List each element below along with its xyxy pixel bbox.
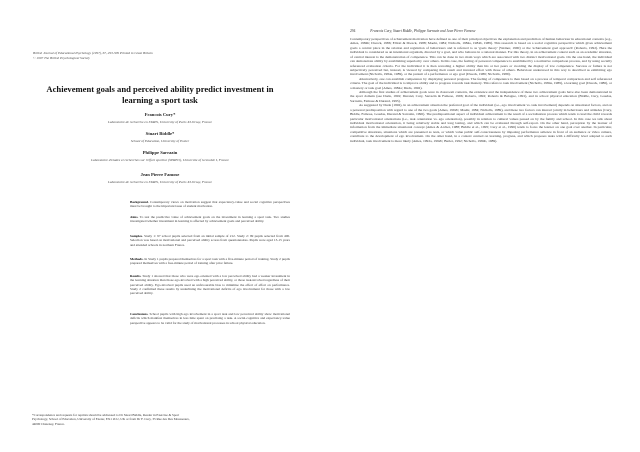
page-number: 294 — [350, 29, 356, 33]
abstract-methods — [130, 257, 290, 266]
abstract-label: Conclusions. — [130, 312, 149, 316]
abstract-label: Methods. — [130, 257, 144, 261]
running-header — [350, 29, 612, 33]
author-affiliation: School of Education, University of Exeter — [130, 139, 190, 143]
author-affiliation: Laboratoire d'etudes et recherches sur l'effort sportive (SEREO), Universite of Grenoble I, France — [91, 158, 229, 162]
abstract-label: Results. — [130, 274, 142, 278]
article-title: Achievement goals and perceived ability predict investment in learning a sport task — [46, 84, 274, 105]
author-name: Stuart Biddle* — [145, 131, 175, 136]
paragraph: Alternatively, one can establish competence by displaying personal progress. The feeling of competence is then based on a process of temporal comparison and self referenced criteria. The goal of the individual is to improve ability and to progress towards task mastery. This refers to task involvement (Nicholls, 1984a, 1989), a learning goal (Dweck, 1986), or a mastery or task goal (Ames, 1984a; Duda, 1992). — [350, 76, 612, 90]
author-affiliation: Laboratoire de recherche en STAPS, University of Paris XI-Orsay, France — [107, 180, 213, 184]
abstract-conclusions — [130, 312, 290, 325]
body-text — [350, 37, 612, 143]
abstract-text: In Study 1 pupils prepared themselves for a sport task with a five-minute period of training. Study 2 pupils prepared themselves with a free-minute period of training after prior failure. — [130, 257, 290, 266]
abstract-label: Aims. — [130, 215, 139, 219]
abstract-results — [130, 274, 290, 296]
right-page — [320, 0, 640, 452]
abstract-text: Study 1: 97 school pupils selected from an initial sample of 212. Study 2: 99 pupils selected from 400. Selection was based on motivational and perceived ability scores from questionnaires. Pupils were aged 13-15 years and attended schools in northern France. — [130, 234, 290, 247]
journal-ref-line: British Journal of Educational Psychology (1997), 67, 293-309 Printed in Great Britain — [33, 51, 153, 55]
paragraph: As suggested by Duda (1992), in an achievement situation the preferred goal of the individual (i.e., ego involvement vs. task involvement) depends on situational factors, and on a personal predisposition with regard to one of the two goals (Ames, 1992b; Maehr, 1984; Nicholls, 1989), and these two factors can interact jointly in behaviours and attitudes (Cury, Biddle, Famose, Goudas, Durand & Sarrazin, 1996). The predispositional aspect of individual achievement is the result of a socialisation process which tends to lead the child towards particular motivational orientations (i.e., task orientation vs. ego orientation), possibly in relation to cultural values passed on by the family and school. In this case we talk about individual motivational orientation, it being relatively stable and long lasting, and which can be evaluated through self-report. On the other hand, perception by the learner of information from the immediate situational concept (Ames & Archer, 1988; Biddle et al., 1995; Cury et al., 1996) tends to focus the learner on one goal over another. In particular, competitive situations, situations which are presented as tests, or which value public self-consciousness by imposing performance salience in front of an audience or video camera, contribute to the development of ego involvement. On the other hand, in a context centred on learning, progress, and which proposes tasks with a difficulty level adapted to each individual, task involvement is more likely (Ames, 1992a, 1992b; Butler, 1992; Nicholls, 1984b, 1989). — [350, 103, 612, 143]
abstract-background — [130, 200, 290, 209]
paragraph: Contemporary perspectives of achievement motivation have defined as one of their principal objectives the explanation and prediction of human behaviour in educational contexts (e.g., Ames, 1984b; Dweck, 1986; Elliott & Dweck, 1988; Maehr, 1984; Nicholls, 1984a, 1984b, 1989). This research is based on a social cognitive perspective which gives achievement goals a central place in the relation and regulation of behaviours and is referred to as 'goals theory' (Weiner, 1990) or the 'achievement goal approach' (Roberts, 1992). Here the individual is considered as an intentional organism, directed by a goal, and who behaves in a rational manner. For this theory, in an achievement context such as an academic situation, of central interest is the demonstration of competence. This can be done in two main ways which are associated with two distinct motivational goals. On the one hand, the individual can demonstrate ability by establishing superiority over others. In this case, the feeling of personal competence is established by a normative comparison process, and by using socially referenced evaluation criteria. For the individual it is then revealing a higher ability than his or her peers or avoiding the display of low competence. Success or failure is not subjectively perceived but, instead, is viewed by comparing their result and invested effort with those of others. Behaviour understood in this way is described as exhibiting ego involvement (Nicholls, 1984a, 1989), or the pursuit of a performance or ego goal (Dweck, 1986; Nicholls, 1989). — [350, 37, 612, 77]
journal-reference — [33, 51, 153, 60]
author-name: Philippe Sarrazin — [142, 150, 178, 155]
abstract-samples — [130, 234, 290, 247]
running-head-authors: Francois Cury, Stuart Biddle, Philippe Sarrazin and Jean Pierre Famose — [370, 29, 476, 33]
journal-ref-line: © 1997 The British Psychological Society — [33, 55, 90, 60]
abstract-aims — [130, 215, 290, 224]
abstract-label: Background. — [130, 200, 149, 204]
paragraph: Although the first studies of achievement goals were in classroom contexts, the existence and the independence of these two achievement goals have also been demonstrated in the sport domain (see Duda, 1992; Durand, Cury, Sarrazin & Famose, 1996; Roberts, 1992; Roberts & Balague, 1991), and in school physical education (Biddle, Cury, Goudas, Sarrazin, Famose & Durand, 1995). — [350, 90, 612, 103]
author-name: Jean Pierre Famose — [140, 172, 180, 177]
author-affiliation: Laboratoire de recherche en STAPS, University of Paris XI-Orsay, France — [107, 120, 213, 124]
abstract-text: Contemporary views on motivation suggest that expectancy-value and social cognitive perspectives must be brought to the important issue of student motivation. — [130, 200, 290, 209]
abstract-text: To test the predictive value of achievement goals on the investment in learning a sport task. Two studies investigated whether investment in learning is affected by achievement goals and perceived ability. — [130, 215, 290, 224]
correspondence-footnote: *Correspondence and requests for reprints should be addressed to Dr Stuart Biddle, Reader in Exercise & Sport Psychology, School of Education, University of Exeter, EX1 2LU, UK or from Dr F. Cury, 35 Rue des Des Mousseaux, 44000 Chatenay, France. — [32, 413, 190, 426]
abstract-text: School pupils with high ego involvement in a sport task and low perceived ability show motivational deficits which manifest themselves in less time spent on practising a task. A social-cognitive and expectancy-value perspective appears to be valid for the study of motivational processes in school physical education. — [130, 312, 290, 325]
abstract-label: Samples. — [130, 234, 143, 238]
abstract-text: Study 1 showed that those who were ego-oriented with a low perceived ability had a weaker investment in the learning situation than those ego-involved with a high perceived ability, or those task-involved regardless of their perceived ability. Ego-involved pupils used an unfavourable bias to minimise the effect of effort on performance. Study 2 confirmed these results by underlining the motivational deficits of ego involvement for those with a low perceived ability. — [130, 274, 290, 296]
author-name: Francois Cury* — [144, 112, 176, 117]
